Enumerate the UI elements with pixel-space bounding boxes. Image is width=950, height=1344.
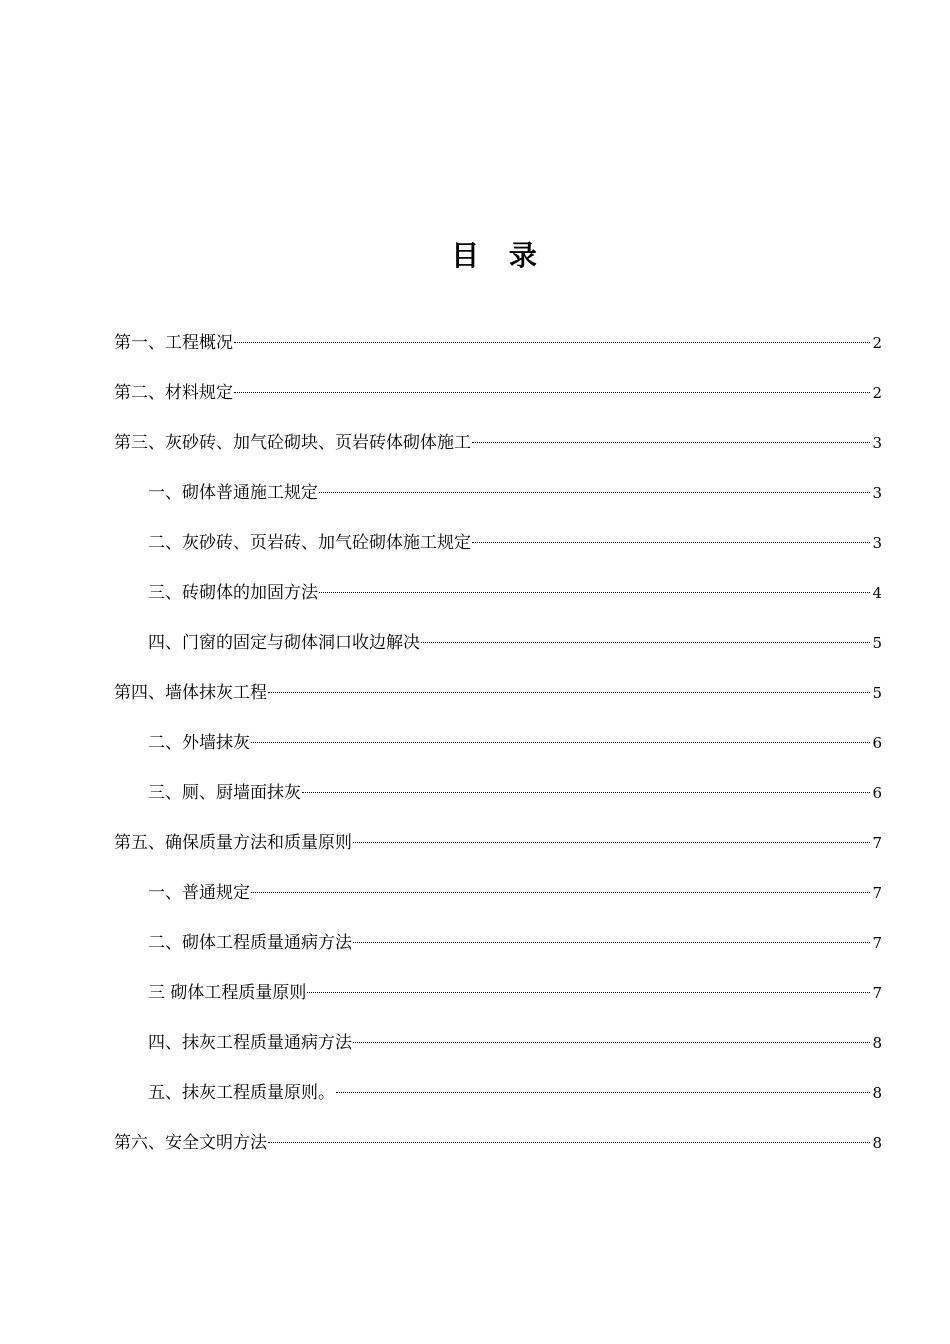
toc-entry[interactable] [148,575,882,611]
toc-page-number: 6 [872,784,882,802]
toc-entry-title: 三、砖砌体的加固方法 [148,583,318,603]
toc-entry-title: 二、灰砂砖、页岩砖、加气砼砌体施工规定 [148,533,471,553]
toc-dot-leader [421,642,870,643]
toc-dot-leader [472,442,870,443]
toc-page-number: 2 [872,384,882,402]
toc-page-number: 3 [872,484,882,502]
toc-entry-title: 第四、墙体抹灰工程 [114,683,267,703]
toc-dot-leader [472,542,870,543]
toc-dot-leader [234,342,870,343]
toc-dot-leader [307,992,870,993]
toc-dot-leader [302,792,870,793]
toc-page-number: 8 [872,1084,882,1102]
toc-entry-title: 二、外墙抹灰 [148,733,250,753]
toc-page-number: 7 [872,934,882,952]
toc-dot-leader [268,692,870,693]
toc-entry[interactable] [148,475,882,511]
toc-dot-leader [319,592,870,593]
toc-entry-title: 一、砌体普通施工规定 [148,483,318,503]
toc-entry[interactable] [114,325,882,361]
toc-entry[interactable] [148,625,882,661]
toc-entry-title: 第六、安全文明方法 [114,1133,267,1153]
toc-page-number: 5 [872,634,882,652]
toc-entry[interactable] [114,825,882,861]
page-title: 目 录 [451,239,547,272]
toc-entry-title: 三 砌体工程质量原则 [148,983,307,1003]
toc-page-number: 3 [872,434,882,452]
toc-entry-title: 第五、确保质量方法和质量原则 [114,833,352,853]
toc-page-number: 7 [872,834,882,852]
toc-dot-leader [353,942,870,943]
toc-entry-title: 第一、工程概况 [114,333,233,353]
toc-entry[interactable] [114,375,882,411]
toc-entry-title: 三、厕、厨墙面抹灰 [148,783,301,803]
toc-entry[interactable] [148,725,882,761]
toc-dot-leader [353,1042,870,1043]
toc-dot-leader [268,1142,870,1143]
toc-page-number: 3 [872,534,882,552]
toc-entry-title: 第三、灰砂砖、加气砼砌块、页岩砖体砌体施工 [114,433,471,453]
toc-page-number: 8 [872,1134,882,1152]
toc-page-number: 8 [872,1034,882,1052]
toc-page-number: 6 [872,734,882,752]
toc-entry[interactable] [148,525,882,561]
toc-dot-leader [353,842,870,843]
toc-entry[interactable] [148,775,882,811]
toc-entry-title: 四、抹灰工程质量通病方法 [148,1033,352,1053]
toc-entry[interactable] [148,975,882,1011]
toc-page-number: 2 [872,334,882,352]
toc-page-number: 4 [872,584,882,602]
toc-page-number: 5 [872,684,882,702]
toc-page-number: 7 [872,884,882,902]
toc-dot-leader [336,1092,870,1093]
toc-dot-leader [319,492,870,493]
toc-entry[interactable] [148,875,882,911]
toc-entry-title: 二、砌体工程质量通病方法 [148,933,352,953]
toc-dot-leader [234,392,870,393]
toc-dot-leader [251,892,870,893]
toc-entry-title: 第二、材料规定 [114,383,233,403]
toc-entry[interactable] [148,925,882,961]
toc-entry-title: 五、抹灰工程质量原则。 [148,1083,335,1103]
toc-entry-title: 一、普通规定 [148,883,250,903]
toc-entry-title: 四、门窗的固定与砌体洞口收边解决 [148,633,420,653]
toc-entry[interactable] [114,675,882,711]
toc-entry[interactable] [148,1025,882,1061]
toc-page-number: 7 [872,984,882,1002]
toc-entry[interactable] [114,1125,882,1161]
toc-entry[interactable] [114,425,882,461]
toc-entry[interactable] [148,1075,882,1111]
toc-dot-leader [251,742,870,743]
